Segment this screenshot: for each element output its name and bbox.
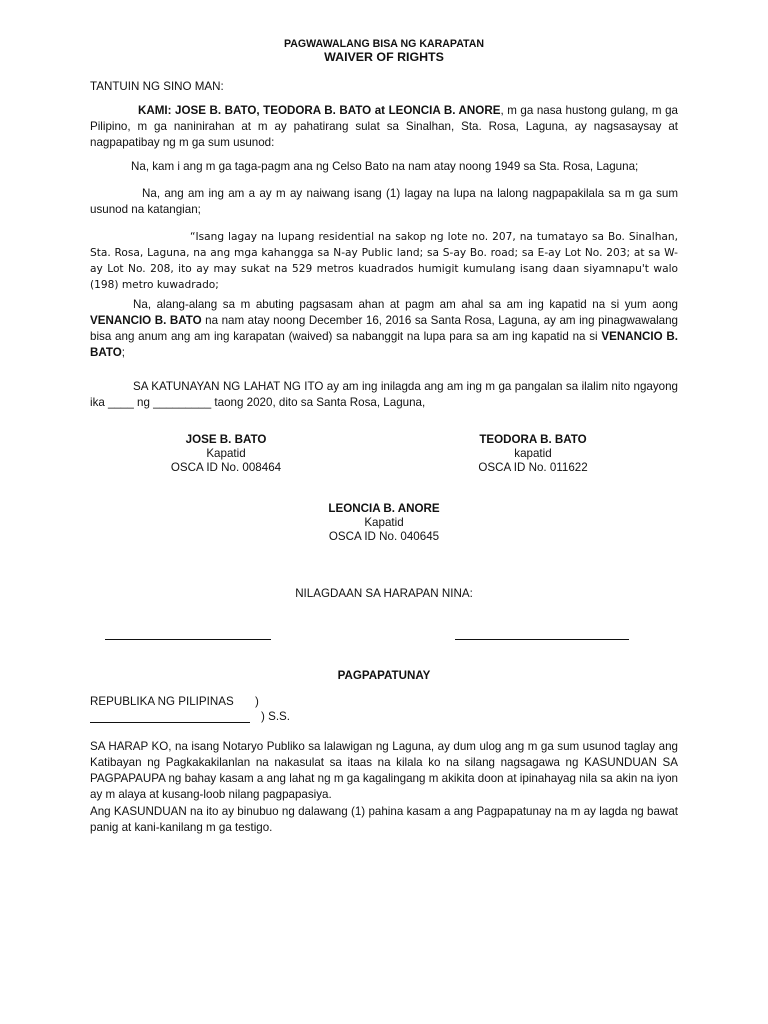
paragraph-notary: SA HARAP KO, na isang Notaryo Publiko sa lalawigan ng Laguna, ay dum ulog ang m ga sum usunod taglay ang Katibayan ng Pagkakakilanlan na nakasulat sa itaas na kilala ko na silang nagsagawa ng KASUNDUAN SA PAGPAPAUPA ng bahay kasam a ang lahat ng m ga kagalingang m akikita doon at ipinahayag nila sa akin na iyon ay m alaya at kusang-loob nilang pagpapasiya.	[90, 740, 678, 801]
paragraph-heirs: Na, kam i ang m ga taga-pagm ana ng Celso Bato na nam atay noong 1949 sa Sta. Rosa, Laguna;	[131, 160, 639, 173]
grantors-names: KAMI: JOSE B. BATO, TEODORA B. BATO at LEONCIA B. ANORE	[138, 104, 501, 117]
signatory-name: LEONCIA B. ANORE	[328, 502, 440, 515]
paragraph-pages: Ang KASUNDUAN na ito ay binubuo ng dalawang (1) pahina kasam a ang Pagpapatunay na m ay lagda ng bawat panig at kani-kanilang m ga testigo.	[90, 805, 678, 834]
witness-signature-line-1	[105, 639, 271, 640]
beneficiary-name: VENANCIO B. BATO	[90, 314, 202, 327]
signatory-role: Kapatid	[206, 447, 246, 460]
witness-signature-line-2	[455, 639, 629, 640]
venue-republic: REPUBLIKA NG PILIPINAS	[90, 695, 234, 708]
paragraph-property-description: “Isang lagay na lupang residential na sakop ng lote no. 207, na tumatayo sa Bo. Sinalhan, Sta. Rosa, Laguna, na ang mga kahangga sa N-ay Public land; sa S-ay Bo. road; sa E-ay Lot No. 203; at sa W-ay Lot No. 208, ito ay may sukat na 529 metros kuadrados humigit kumulang isang daan siyamnapu't walo (198) metro kuwadrado;	[90, 231, 678, 291]
signatory-role: Kapatid	[364, 516, 404, 529]
waiver-text-1: Na, alang-alang sa m abuting pagsasam ahan at pagm am ahal sa am ing kapatid na si yum aong	[133, 298, 678, 311]
document-title-tagalog: PAGWAWALANG BISA NG KARAPATAN	[283, 38, 485, 50]
signatory-block-2	[433, 433, 633, 475]
venue-blank-line	[90, 722, 250, 723]
paragraph-property: Na, ang am ing am a ay m ay naiwang isang (1) lagay na lupa na lalong nagpapakilala sa m ga sum usunod na katangian;	[90, 187, 678, 216]
signatory-name: TEODORA B. BATO	[479, 433, 587, 446]
signatory-id: OSCA ID No. 008464	[170, 461, 282, 474]
acknowledgment-title: PAGPAPATUNAY	[337, 669, 431, 682]
beneficiary-name-2: VENANCIO B. BATO	[90, 330, 678, 359]
venue-ss: ) S.S.	[261, 710, 290, 723]
document-title-english: WAIVER OF RIGHTS	[324, 50, 444, 64]
signatory-role: kapatid	[514, 447, 552, 460]
paragraph-intro	[90, 103, 678, 151]
salutation: TANTUIN NG SINO MAN:	[90, 80, 224, 93]
waiver-text-3: ;	[121, 346, 126, 359]
signatory-id: OSCA ID No. 040645	[328, 530, 440, 543]
paragraph-waiver	[90, 297, 678, 361]
signatory-name: JOSE B. BATO	[185, 433, 267, 446]
intro-text: , m ga nasa hustong gulang, m ga Pilipino, m ga naninirahan at m ay pahatirang sulat sa Sinalhan, Sta. Rosa, Laguna, ay nagsasaysay at nagpapatibay ng m ga sum usunod:	[90, 104, 678, 149]
venue-paren: )	[255, 695, 259, 708]
paragraph-in-witness: SA KATUNAYAN NG LAHAT NG ITO ay am ing inilagda ang am ing m ga pangalan sa ilalim nito ngayong ika ____ ng _________ taong 2020, dito sa Santa Rosa, Laguna,	[90, 380, 678, 409]
signatory-block-1	[126, 433, 326, 475]
waiver-text-2: na nam atay noong December 16, 2016 sa Santa Rosa, Laguna, ay am ing pinagwawalang bisa ang anum ang am ing karapatan (waived) sa nabanggit na lupa para sa am ing kapatid na si	[90, 314, 678, 343]
witness-heading: NILAGDAAN SA HARAPAN NINA:	[295, 587, 473, 600]
signatory-id: OSCA ID No. 011622	[478, 461, 588, 474]
signatory-block-3	[284, 502, 484, 544]
